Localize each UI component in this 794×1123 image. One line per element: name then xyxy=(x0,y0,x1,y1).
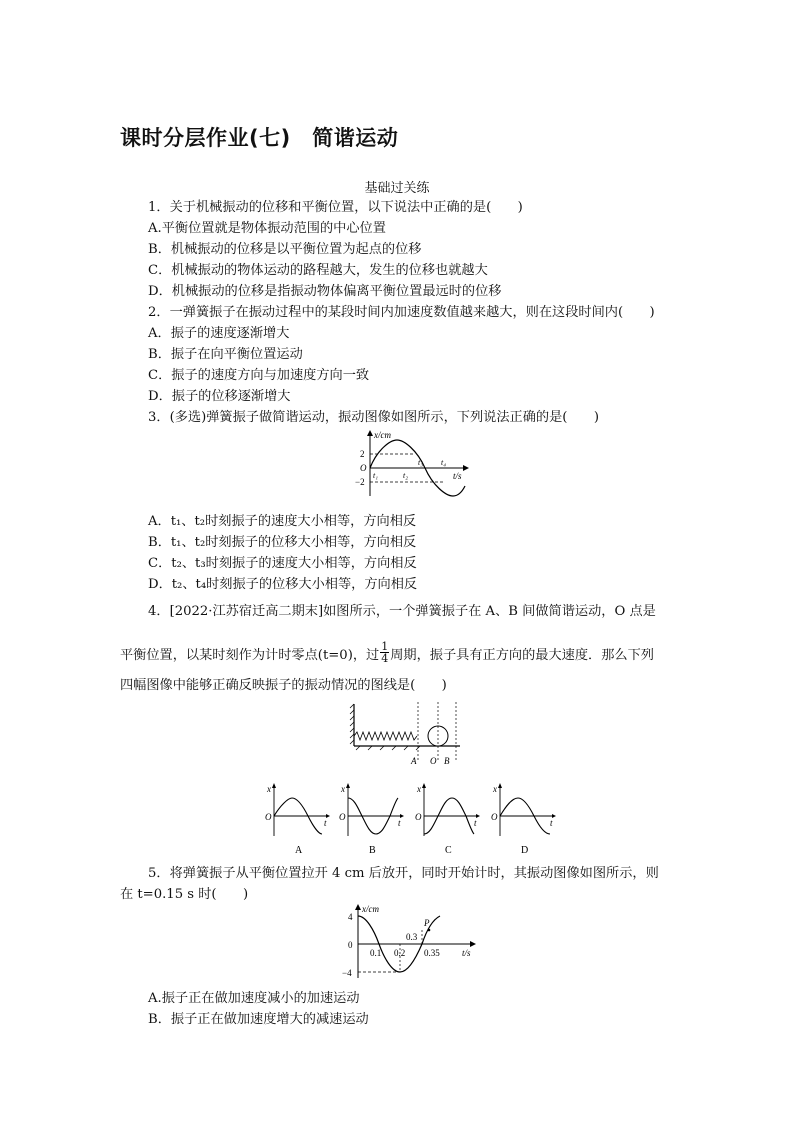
q3-option-d[interactable]: D．t₂、t₄时刻振子的位移大小相等，方向相反 xyxy=(148,577,418,592)
q4-graph-a xyxy=(265,783,330,856)
q5-stem-line2: 在 t=0.15 s 时( ) xyxy=(120,887,249,902)
q4-spring-oscillator xyxy=(348,702,468,768)
q3-t1-label: t₁ xyxy=(373,471,379,480)
label-a: A xyxy=(411,756,417,766)
q3-stem: 3．(多选)弹簧振子做简谐运动，振动图像如图所示，下列说法正确的是( ) xyxy=(148,410,599,425)
svg-text:B: B xyxy=(369,845,376,856)
q4-stem-line3: 四幅图像中能够正确反映振子的振动情况的图线是( ) xyxy=(120,678,447,693)
q1-stem: 1．关于机械振动的位移和平衡位置，以下说法中正确的是( ) xyxy=(148,200,523,215)
label-b: B xyxy=(444,756,450,766)
q3-xlabel: t/s xyxy=(453,471,462,481)
q3-option-c[interactable]: C．t₂、t₃时刻振子的速度大小相等，方向相反 xyxy=(148,556,417,571)
svg-text:x: x xyxy=(341,784,345,794)
svg-text:0.2: 0.2 xyxy=(394,948,406,958)
svg-text:C: C xyxy=(445,845,452,856)
svg-text:t: t xyxy=(550,818,553,828)
svg-text:x: x xyxy=(493,784,497,794)
q4-graph-d xyxy=(491,783,556,856)
q2-option-a[interactable]: A．振子的速度逐渐增大 xyxy=(148,326,290,341)
q5-point-p xyxy=(428,929,431,932)
q1-option-c[interactable]: C．机械振动的物体运动的路程越大，发生的位移也就越大 xyxy=(148,263,488,278)
q2-stem: 2．一弹簧振子在振动过程中的某段时间内加速度数值越来越大，则在这段时间内( ) xyxy=(148,305,655,320)
svg-text:0.3: 0.3 xyxy=(406,932,418,942)
q2-option-c[interactable]: C．振子的速度方向与加速度方向一致 xyxy=(148,368,370,383)
q1-option-d[interactable]: D．机械振动的位移是指振动物体偏离平衡位置最远时的位移 xyxy=(148,284,502,299)
svg-text:t: t xyxy=(398,818,401,828)
q3-y-pos: 2 xyxy=(360,449,365,459)
svg-text:O: O xyxy=(339,812,346,822)
q1-option-b[interactable]: B．机械振动的位移是以平衡位置为起点的位移 xyxy=(148,242,422,257)
q5-ylabel: x/cm xyxy=(362,904,379,914)
q3-vibration-graph xyxy=(355,428,475,500)
wall-hatch xyxy=(350,704,354,744)
q3-option-a[interactable]: A．t₁、t₂时刻振子的速度大小相等，方向相反 xyxy=(148,514,417,529)
q4-frac-den: 4 xyxy=(381,652,389,665)
svg-text:A: A xyxy=(295,845,303,856)
svg-text:t/s: t/s xyxy=(462,948,471,958)
svg-text:0.1: 0.1 xyxy=(370,948,382,958)
q5-vibration-graph xyxy=(336,902,486,982)
q1-option-a[interactable]: A.平衡位置就是物体振动范围的中心位置 xyxy=(148,221,386,236)
svg-text:t: t xyxy=(324,818,327,828)
q4-graph-c xyxy=(415,783,480,856)
q3-x-arrow xyxy=(367,430,373,436)
q3-ylabel: x/cm xyxy=(374,430,391,440)
svg-text:O: O xyxy=(491,812,498,822)
svg-text:4: 4 xyxy=(348,912,353,922)
q3-t-arrow xyxy=(463,465,469,471)
svg-text:x: x xyxy=(267,784,271,794)
svg-text:x: x xyxy=(417,784,421,794)
label-o: O xyxy=(430,756,437,766)
q4-stem-line1: 4．[2022·江苏宿迁高二期末]如图所示，一个弹簧振子在 A、B 间做简谐运动，O 点是 xyxy=(148,604,656,619)
q5-stem-line1: 5．将弹簧振子从平衡位置拉开 4 cm 后放开，同时开始计时，其振动图像如图所示，则 xyxy=(148,866,659,881)
q4-answer-graphs xyxy=(262,780,562,858)
svg-text:0: 0 xyxy=(348,940,353,950)
q5-option-a[interactable]: A.振子正在做加速度减小的加速运动 xyxy=(148,991,360,1006)
q2-option-d[interactable]: D．振子的位移逐渐增大 xyxy=(148,389,291,404)
svg-text:t: t xyxy=(474,818,477,828)
q5-option-b[interactable]: B．振子正在做加速度增大的减速运动 xyxy=(148,1012,369,1027)
q4-quarter-fraction xyxy=(380,641,389,664)
svg-text:O: O xyxy=(415,812,422,822)
q4-frac-num: 1 xyxy=(381,640,389,653)
section-heading: 基础过关练 xyxy=(364,181,430,196)
svg-text:−4: −4 xyxy=(342,968,352,978)
q4-stem-line2-b: 周期，振子具有正方向的最大速度．那么下列 xyxy=(390,648,654,663)
svg-text:P: P xyxy=(424,918,430,928)
q2-option-b[interactable]: B．振子在向平衡位置运动 xyxy=(148,347,303,362)
q3-option-b[interactable]: B．t₁、t₂时刻振子的位移大小相等，方向相反 xyxy=(148,535,417,550)
q3-y-neg: −2 xyxy=(355,477,365,487)
q3-t4-label: t₄ xyxy=(441,458,447,467)
q3-t3-label: t₃ xyxy=(418,458,424,467)
svg-text:O: O xyxy=(265,812,272,822)
q4-stem-line2-a: 平衡位置，以某时刻作为计时零点(t=0)，过 xyxy=(120,648,380,663)
svg-text:D: D xyxy=(521,845,529,856)
svg-text:0.35: 0.35 xyxy=(424,948,440,958)
page-title: 课时分层作业(七) 简谐运动 xyxy=(120,126,399,150)
spring xyxy=(354,732,417,740)
q4-graph-b xyxy=(339,783,404,856)
q3-origin: O xyxy=(360,463,367,473)
q3-t2-label: t₂ xyxy=(403,471,409,480)
q4-stem-line2 xyxy=(120,640,654,667)
